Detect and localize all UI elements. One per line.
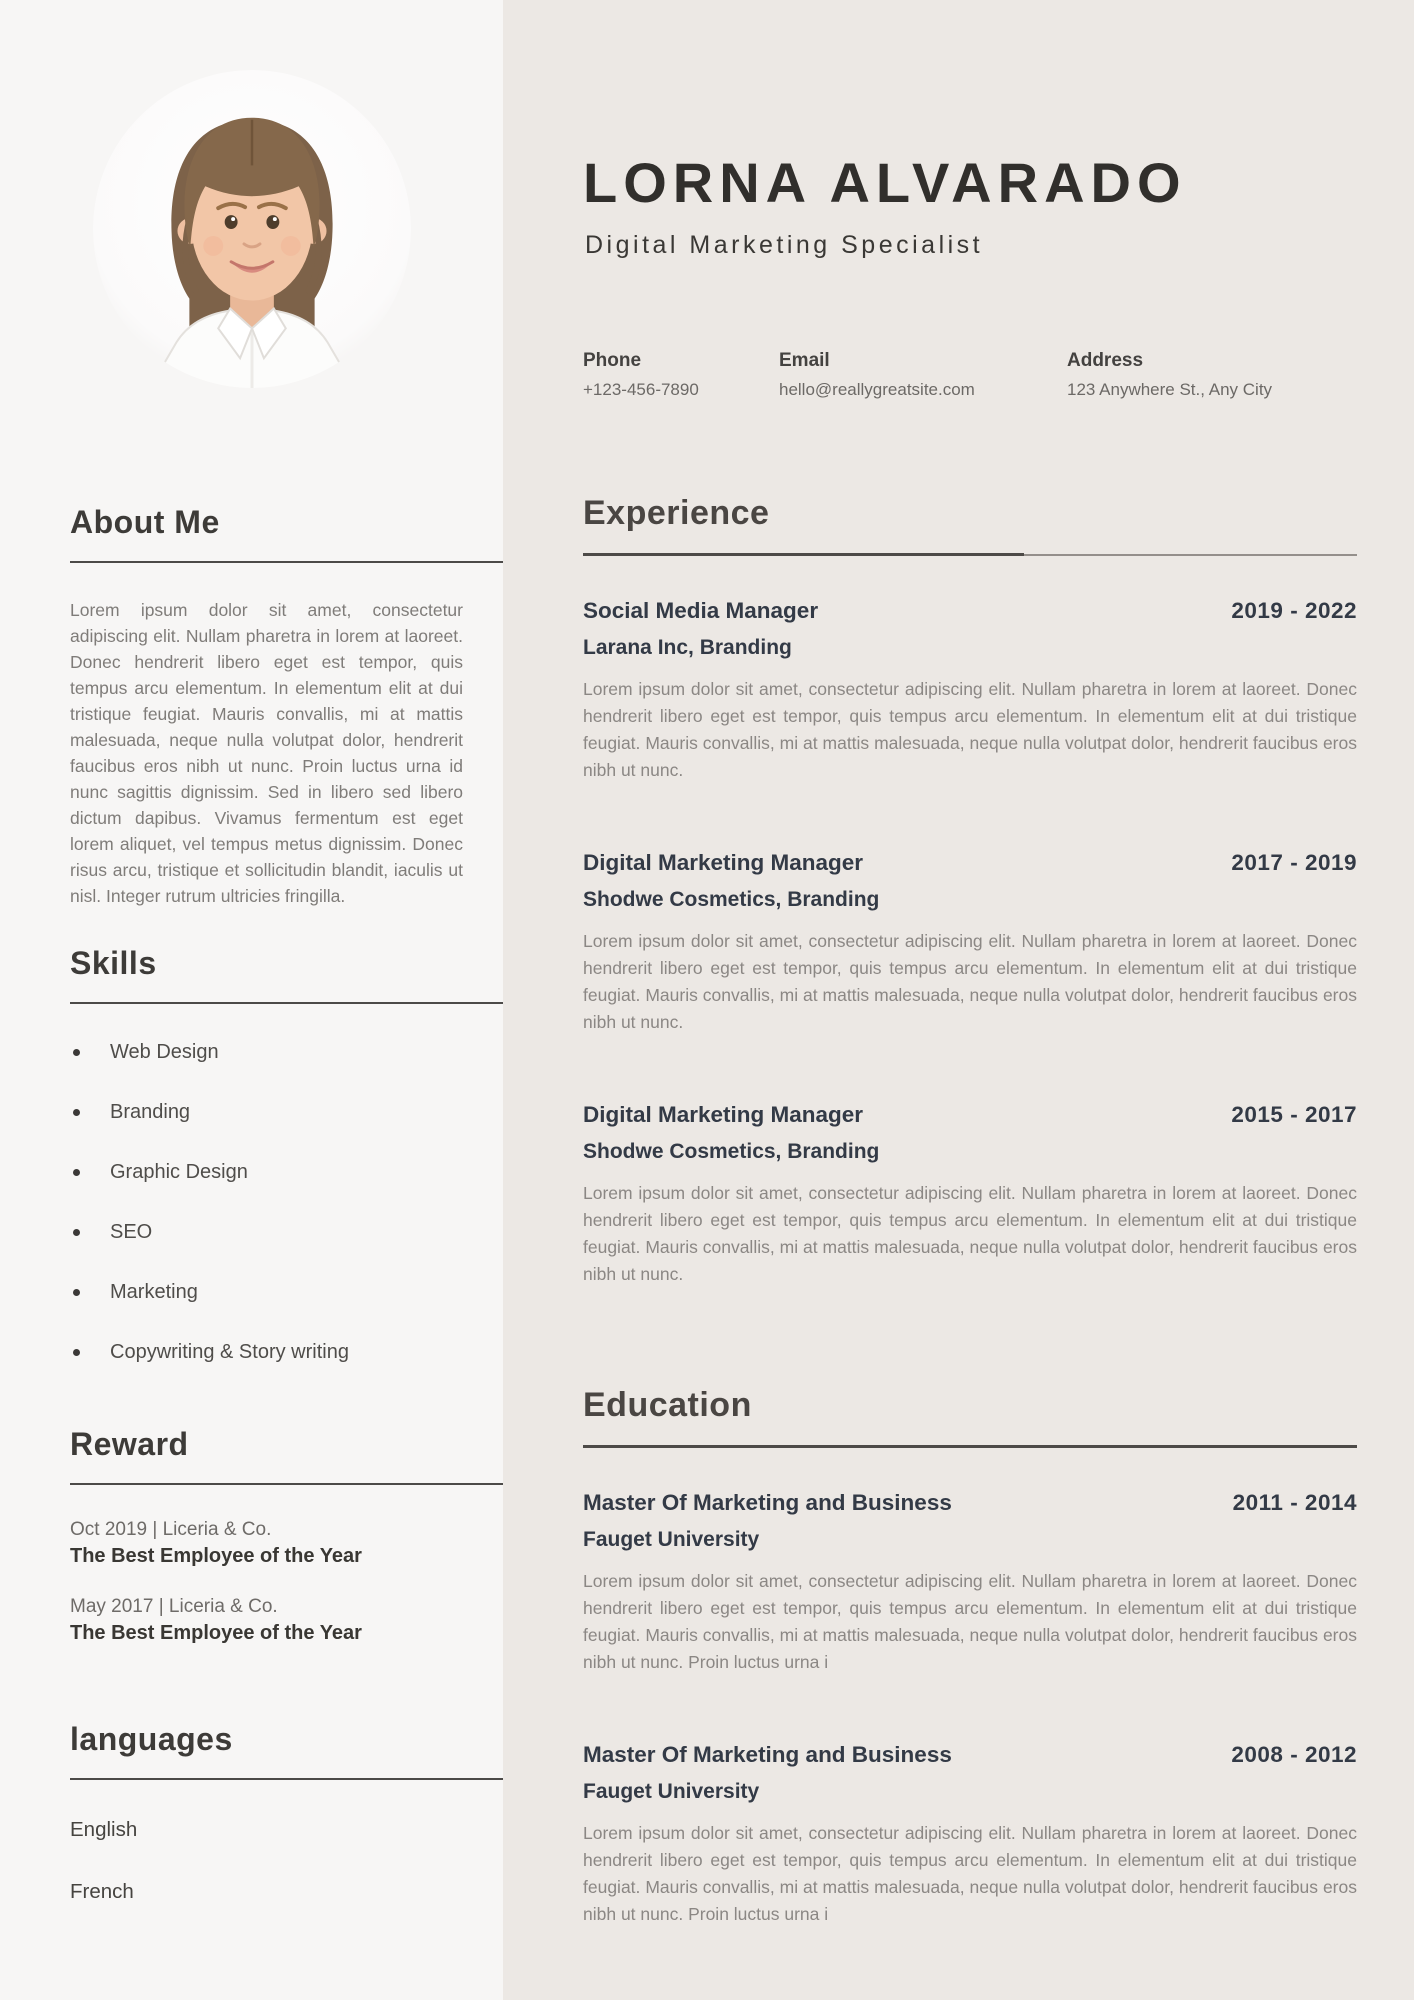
language-item: French — [70, 1880, 134, 1903]
about-me-section — [0, 504, 503, 909]
skills-divider — [70, 1002, 503, 1004]
phone-label: Phone — [583, 350, 642, 371]
education-heading: Education — [583, 1386, 752, 1424]
reward-entry — [70, 1596, 463, 1645]
skills-list — [70, 1041, 463, 1364]
entry-header — [583, 598, 1357, 624]
entry-header — [583, 1742, 1357, 1768]
skill-label: Web Design — [110, 1041, 219, 1063]
education-divider — [583, 1445, 1357, 1448]
job-company: Shodwe Cosmetics, Branding — [583, 888, 880, 911]
degree-description: Lorem ipsum dolor sit amet, consectetur adipiscing elit. Nullam pharetra in lorem at laoreet. Donec hendrerit libero eget est tempor, quis tempus arcu elementum. In elementum elit at dui tristique feugiat. Mauris convallis, mi at mattis malesuada, neque nulla volutpat dolor, hendrerit faucibus eros nibh ut nunc. Proin luctus urna i — [583, 1571, 1357, 1672]
languages-section — [0, 1721, 503, 1904]
school-name: Fauget University — [583, 1528, 760, 1551]
reward-date: May 2017 | Liceria & Co. — [70, 1596, 278, 1617]
contact-email — [779, 350, 1067, 400]
skills-section — [0, 945, 503, 1364]
experience-entry — [583, 598, 1357, 784]
skill-item — [70, 1041, 463, 1064]
degree-period: 2008 - 2012 — [1231, 1742, 1357, 1767]
contact-row — [583, 350, 1357, 400]
about-me-heading: About Me — [70, 504, 220, 540]
job-title: Digital Marketing Manager — [583, 1102, 864, 1127]
experience-section — [583, 494, 1357, 1288]
job-title: Social Media Manager — [583, 598, 819, 623]
email-value: hello@reallygreatsite.com — [779, 380, 975, 399]
bullet-icon — [73, 1289, 80, 1296]
reward-heading: Reward — [70, 1426, 189, 1462]
skill-item — [70, 1101, 463, 1124]
degree-title: Master Of Marketing and Business — [583, 1490, 952, 1515]
reward-entry — [70, 1519, 463, 1568]
about-me-divider — [70, 561, 503, 563]
school-name: Fauget University — [583, 1780, 760, 1803]
experience-entry — [583, 850, 1357, 1036]
entry-header — [583, 1490, 1357, 1516]
person-name: LORNA ALVARADO — [583, 151, 1187, 214]
education-entry — [583, 1742, 1357, 1928]
skill-label: Branding — [110, 1101, 191, 1123]
job-description: Lorem ipsum dolor sit amet, consectetur adipiscing elit. Nullam pharetra in lorem at laoreet. Donec hendrerit libero eget est tempor, quis tempus arcu elementum. In elementum elit at dui tristique feugiat. Mauris convallis, mi at mattis malesuada, neque nulla volutpat dolor, hendrerit faucibus eros nibh ut nunc. — [583, 931, 1357, 1032]
about-me-text: Lorem ipsum dolor sit amet, consectetur adipiscing elit. Nullam pharetra in lorem at laoreet. Donec hendrerit libero eget est tempor, quis tempus arcu elementum. In elementum elit at dui tristique feugiat. Mauris convallis, mi at mattis malesuada, neque nulla volutpat dolor, hendrerit faucibus eros nibh ut nunc. Proin luctus urna id nunc sagittis dignissim. Sed in libero sed libero dictum dapibus. Vivamus fermentum est eget lorem aliquet, vel tempus metus dignissim. Donec risus arcu, tristique et sollicitudin blandit, iaculis ut nisl. Integer rutrum ultricies fringilla. — [70, 600, 463, 906]
degree-title: Master Of Marketing and Business — [583, 1742, 952, 1767]
reward-date: Oct 2019 | Liceria & Co. — [70, 1519, 272, 1540]
address-value: 123 Anywhere St., Any City — [1067, 380, 1273, 399]
experience-divider — [583, 553, 1357, 556]
address-label: Address — [1067, 350, 1144, 371]
bullet-icon — [73, 1049, 80, 1056]
contact-phone — [583, 350, 779, 400]
skill-item — [70, 1161, 463, 1184]
main-column — [503, 0, 1414, 2000]
skill-item — [70, 1341, 463, 1364]
languages-heading: languages — [70, 1721, 233, 1757]
job-period: 2019 - 2022 — [1231, 598, 1357, 623]
education-entry — [583, 1490, 1357, 1676]
languages-divider — [70, 1778, 503, 1780]
job-company: Shodwe Cosmetics, Branding — [583, 1140, 880, 1163]
bullet-icon — [73, 1349, 80, 1356]
degree-description: Lorem ipsum dolor sit amet, consectetur adipiscing elit. Nullam pharetra in lorem at laoreet. Donec hendrerit libero eget est tempor, quis tempus arcu elementum. In elementum elit at dui tristique feugiat. Mauris convallis, mi at mattis malesuada, neque nulla volutpat dolor, hendrerit faucibus eros nibh ut nunc. Proin luctus urna i — [583, 1823, 1357, 1924]
reward-title: The Best Employee of the Year — [70, 1622, 362, 1644]
entry-header — [583, 850, 1357, 876]
job-period: 2015 - 2017 — [1231, 1102, 1357, 1127]
languages-list — [70, 1818, 463, 1904]
job-description: Lorem ipsum dolor sit amet, consectetur adipiscing elit. Nullam pharetra in lorem at laoreet. Donec hendrerit libero eget est tempor, quis tempus arcu elementum. In elementum elit at dui tristique feugiat. Mauris convallis, mi at mattis malesuada, neque nulla volutpat dolor, hendrerit faucibus eros nibh ut nunc. — [583, 1183, 1357, 1284]
profile-photo — [93, 70, 411, 388]
language-item: English — [70, 1818, 138, 1841]
job-period: 2017 - 2019 — [1231, 850, 1357, 875]
person-job-title: Digital Marketing Specialist — [585, 231, 984, 259]
skill-label: Graphic Design — [110, 1161, 248, 1183]
skill-label: Marketing — [110, 1281, 198, 1303]
sidebar — [0, 0, 503, 2000]
email-label: Email — [779, 350, 830, 371]
degree-period: 2011 - 2014 — [1232, 1490, 1357, 1515]
experience-heading: Experience — [583, 494, 770, 532]
skill-item — [70, 1281, 463, 1304]
contact-address — [1067, 350, 1357, 400]
reward-title: The Best Employee of the Year — [70, 1545, 362, 1567]
education-section — [583, 1386, 1357, 1928]
phone-value: +123-456-7890 — [583, 380, 699, 399]
job-description: Lorem ipsum dolor sit amet, consectetur adipiscing elit. Nullam pharetra in lorem at laoreet. Donec hendrerit libero eget est tempor, quis tempus arcu elementum. In elementum elit at dui tristique feugiat. Mauris convallis, mi at mattis malesuada, neque nulla volutpat dolor, hendrerit faucibus eros nibh ut nunc. — [583, 679, 1357, 780]
bullet-icon — [73, 1109, 80, 1116]
entry-header — [583, 1102, 1357, 1128]
skill-item — [70, 1221, 463, 1244]
skill-label: SEO — [110, 1221, 153, 1243]
skills-heading: Skills — [70, 945, 157, 981]
job-title: Digital Marketing Manager — [583, 850, 864, 875]
bullet-icon — [73, 1229, 80, 1236]
job-company: Larana Inc, Branding — [583, 636, 792, 659]
reward-divider — [70, 1483, 503, 1485]
skill-label: Copywriting & Story writing — [110, 1341, 349, 1363]
bullet-icon — [73, 1169, 80, 1176]
reward-section — [0, 1426, 503, 1645]
experience-entry — [583, 1102, 1357, 1288]
